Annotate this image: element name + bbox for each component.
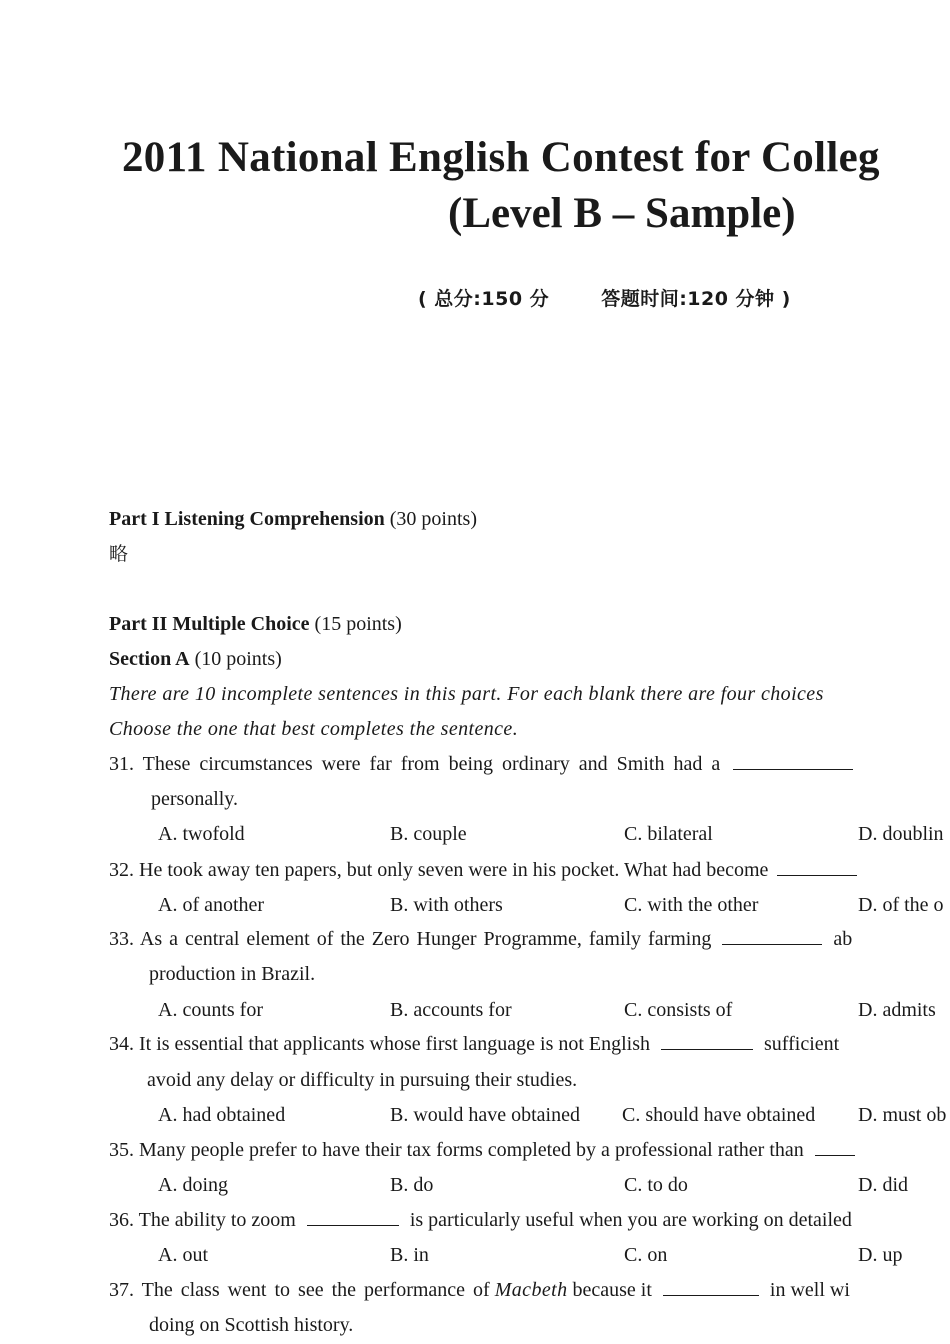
- option-d: D. did: [858, 1174, 908, 1196]
- question-33-text-after: ab: [833, 928, 853, 950]
- option-b: B. would have obtained: [390, 1104, 580, 1126]
- option-a: A. out: [158, 1244, 208, 1266]
- option-c: C. bilateral: [624, 823, 713, 845]
- question-34-text: 34. It is essential that applicants whose first language is not English: [109, 1033, 651, 1055]
- question-35-stem: [109, 1136, 855, 1164]
- question-34-continuation: avoid any delay or difficulty in pursuing their studies.: [147, 1069, 578, 1091]
- option-b: B. accounts for: [390, 999, 512, 1021]
- instructions-line-1: There are 10 incomplete sentences in this part. For each blank there are four choices: [109, 683, 824, 705]
- question-32-text: 32. He took away ten papers, but only seven were in his pocket. What had become: [109, 859, 769, 881]
- question-36-blank: [307, 1207, 399, 1226]
- question-36-text-after: is particularly useful when you are working on detailed: [409, 1209, 852, 1231]
- question-34-text-after: sufficient: [764, 1033, 840, 1055]
- question-35-text: 35. Many people prefer to have their tax forms completed by a professional rather than: [109, 1139, 804, 1161]
- option-d: D. of the o: [858, 894, 944, 916]
- part2-heading-line: [109, 610, 402, 638]
- question-33-stem: [109, 925, 852, 953]
- part2-heading: Part II Multiple Choice: [109, 613, 310, 635]
- question-33-blank: [722, 926, 822, 945]
- option-a: A. doing: [158, 1174, 228, 1196]
- question-36-stem: [109, 1206, 852, 1234]
- part1-heading: Part I Listening Comprehension: [109, 508, 385, 530]
- option-d: D. admits: [858, 999, 936, 1021]
- question-36-text: 36. The ability to zoom: [109, 1209, 296, 1231]
- section-a-points: (10 points): [194, 648, 282, 670]
- part1-points: (30 points): [389, 508, 477, 530]
- question-32-blank: [777, 857, 857, 876]
- question-37-italic-title: Macbeth: [494, 1279, 568, 1301]
- option-b: B. in: [390, 1244, 429, 1266]
- part1-heading-line: [109, 505, 477, 533]
- exam-meta: [418, 284, 791, 311]
- question-31-continuation: personally.: [151, 788, 239, 810]
- question-31-stem: [109, 750, 853, 778]
- section-a-heading: Section A: [109, 648, 190, 670]
- question-31-blank: [733, 751, 853, 770]
- option-b: B. with others: [390, 894, 503, 916]
- instructions-line-2: Choose the one that best completes the sentence.: [109, 718, 519, 740]
- option-a: A. twofold: [158, 823, 245, 845]
- question-37-continuation: doing on Scottish history.: [149, 1314, 354, 1336]
- option-c: C. with the other: [624, 894, 759, 916]
- question-37-text: 37. The class went to see the performance of: [109, 1279, 490, 1301]
- question-37-text-mid: because it: [572, 1279, 652, 1301]
- question-32-stem: [109, 856, 857, 884]
- time-info: 答题时间:120 分钟 ): [601, 288, 791, 310]
- question-33-text: 33. As a central element of the Zero Hunger Programme, family farming: [109, 928, 712, 950]
- option-d: D. must ob: [858, 1104, 947, 1126]
- part2-points: (15 points): [314, 613, 402, 635]
- option-c: C. should have obtained: [622, 1104, 816, 1126]
- part1-note: 略: [109, 543, 129, 565]
- question-33-continuation: production in Brazil.: [149, 963, 316, 985]
- page-title: 2011 National English Contest for Colleg: [122, 134, 880, 181]
- option-b: B. do: [390, 1174, 434, 1196]
- option-d: D. doublin: [858, 823, 944, 845]
- section-a-heading-line: [109, 645, 282, 673]
- page-subtitle: (Level B – Sample): [448, 190, 796, 237]
- option-a: A. of another: [158, 894, 265, 916]
- option-c: C. on: [624, 1244, 668, 1266]
- question-34-blank: [661, 1031, 753, 1050]
- option-b: B. couple: [390, 823, 467, 845]
- option-a: A. counts for: [158, 999, 263, 1021]
- option-c: C. to do: [624, 1174, 688, 1196]
- option-d: D. up: [858, 1244, 903, 1266]
- option-c: C. consists of: [624, 999, 733, 1021]
- question-35-blank: [815, 1137, 855, 1156]
- question-37-blank: [663, 1277, 759, 1296]
- question-34-stem: [109, 1030, 839, 1058]
- question-37-stem: [109, 1276, 850, 1304]
- question-37-text-after: in well wi: [769, 1279, 850, 1301]
- question-31-text: 31. These circumstances were far from being ordinary and Smith had a: [109, 753, 721, 775]
- option-a: A. had obtained: [158, 1104, 286, 1126]
- score-info: ( 总分:150 分: [418, 288, 550, 310]
